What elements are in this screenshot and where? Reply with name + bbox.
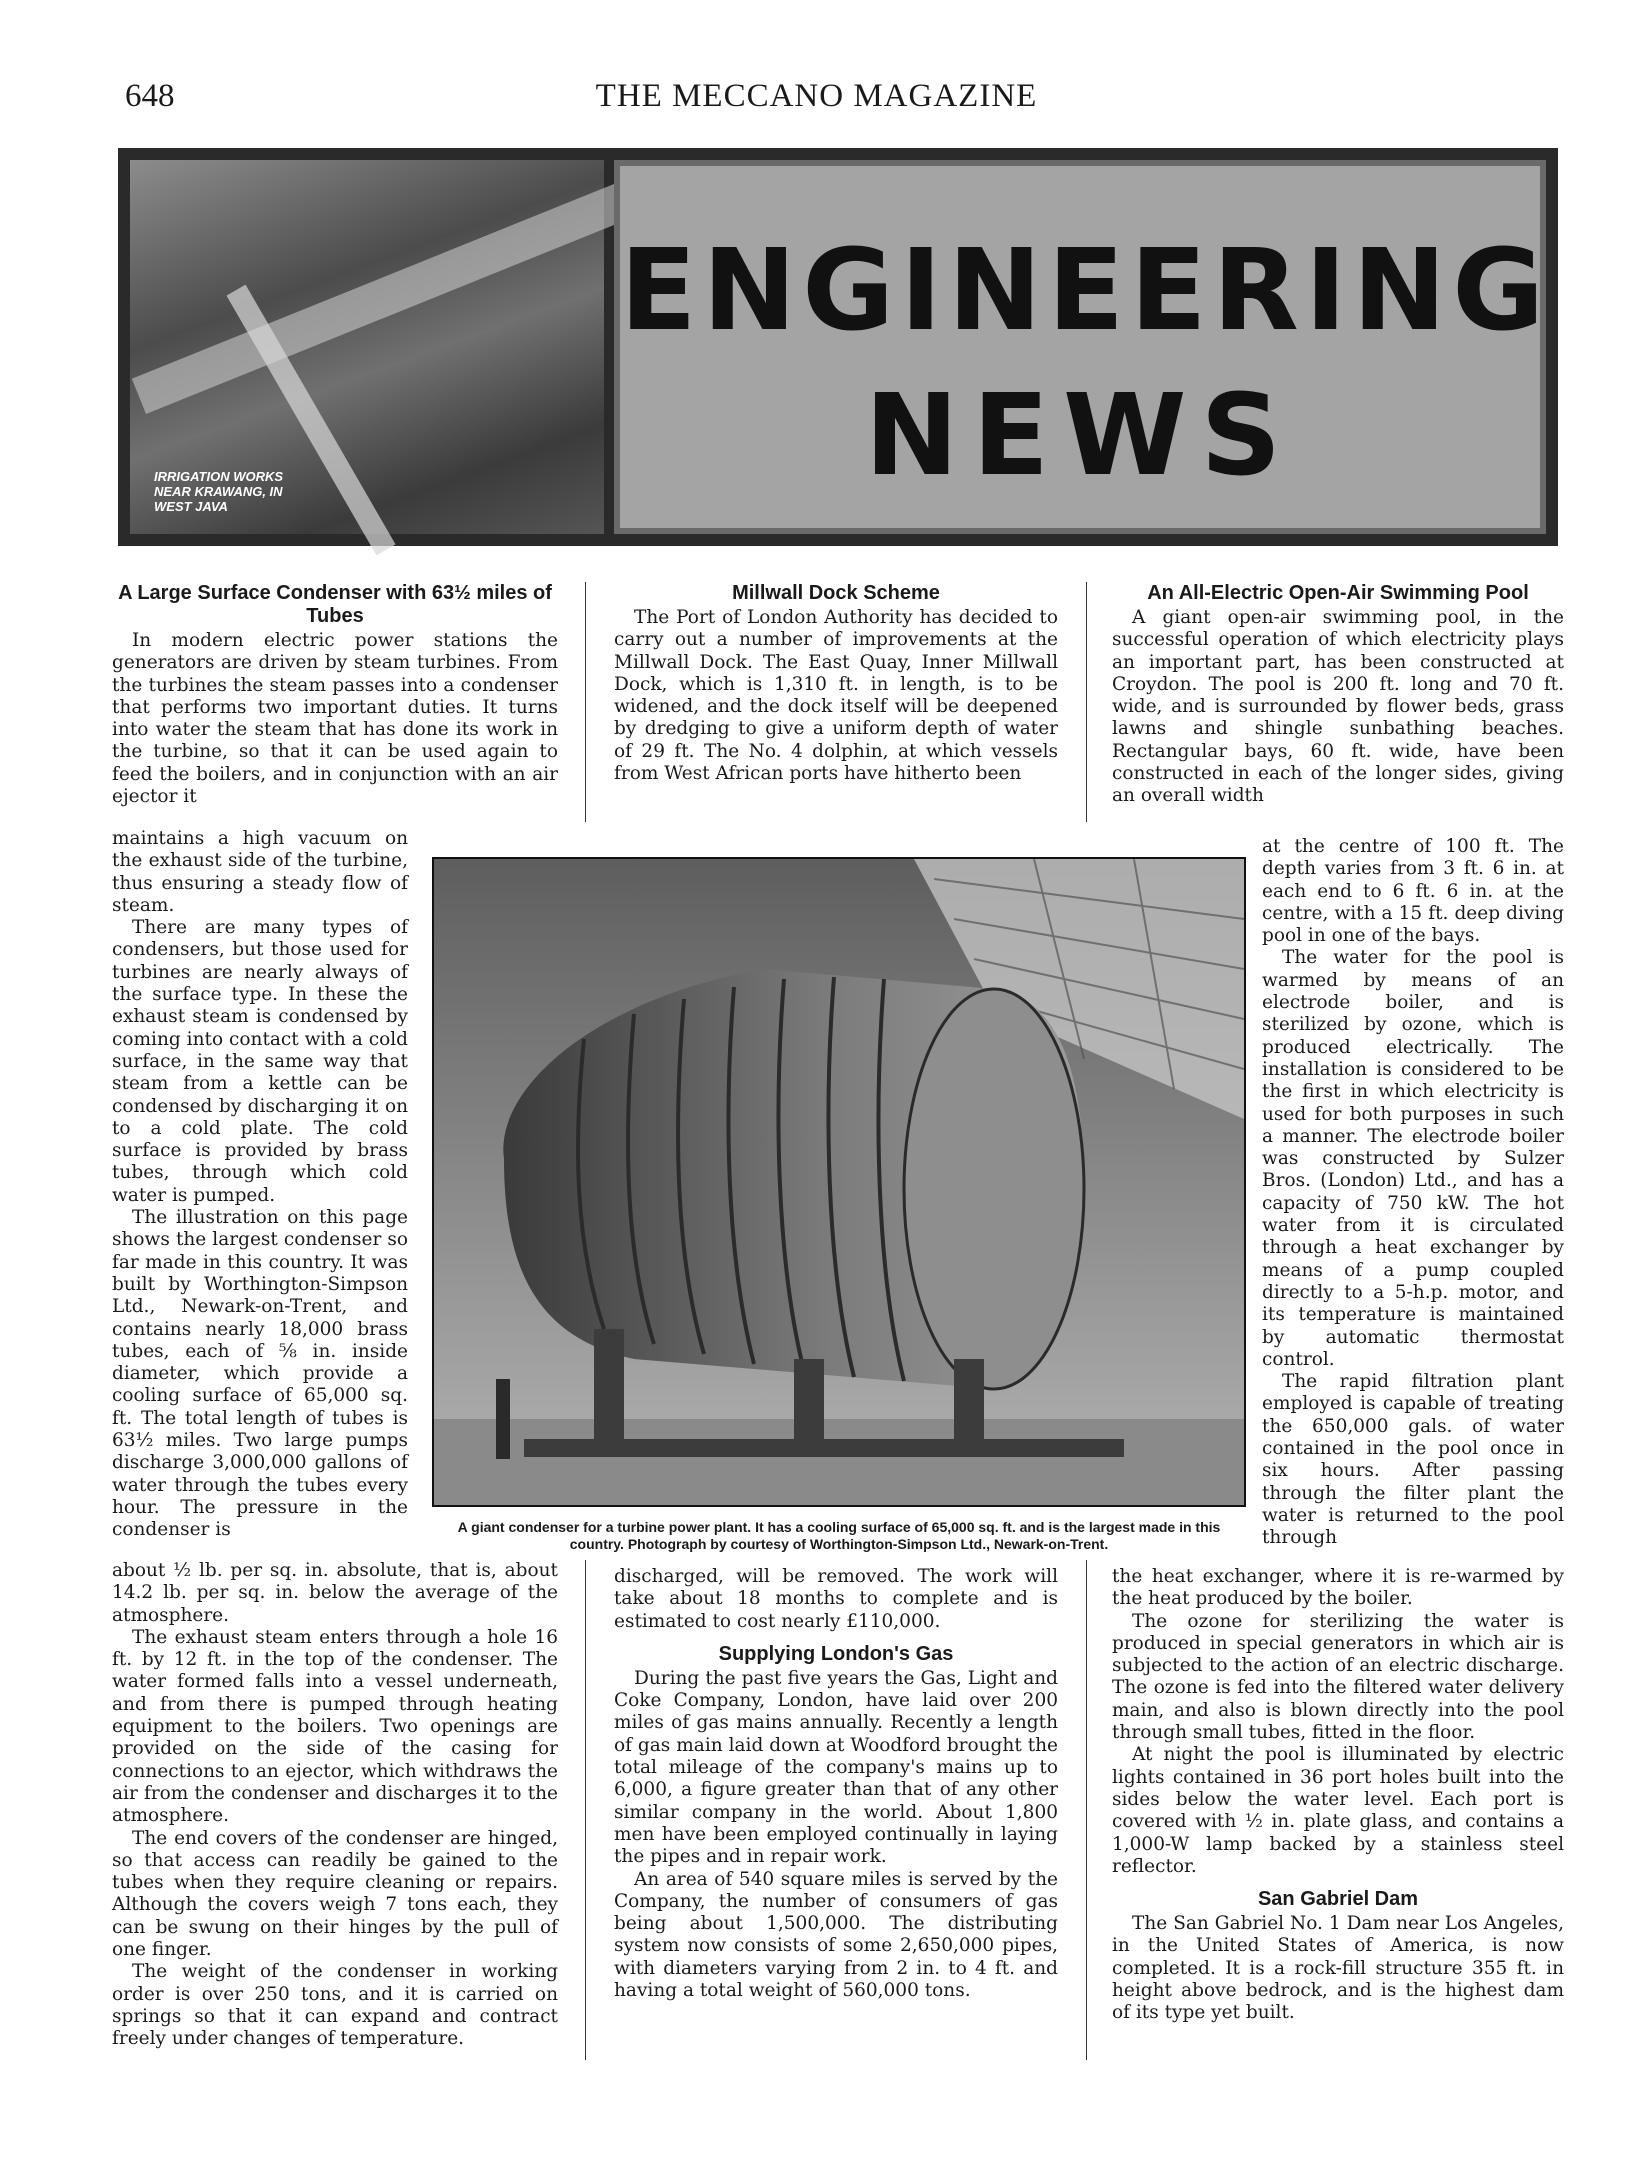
article-heading: An All-Electric Open-Air Swimming Pool (1147, 582, 1529, 604)
paragraph: at the centre of 100 ft. The depth varies from 3 ft. 6 in. at each end to 6 ft. 6 in. at the centre, with a 15 ft. deep diving pool in one of the bays. (1262, 836, 1564, 947)
banner-title-panel (614, 160, 1551, 534)
banner-title-line1: ENGINEERING (620, 226, 1551, 356)
article-heading: Supplying London's Gas (718, 1642, 954, 1665)
article-heading: A Large Surface Condenser with 63½ miles of Tubes (118, 582, 552, 627)
banner-title-line2: NEWS (864, 371, 1296, 501)
article-millwall-gas (614, 1566, 1058, 2002)
page-number: 648 (125, 78, 175, 114)
column-divider (585, 582, 586, 822)
paragraph: The water for the pool is warmed by means of an electrode boiler, and is sterilized by ozone, which is produced electrically. The installation is considered to be the first in which electricity is used for both purposes in such a manner. The electrode boiler was constructed by Sulzer Bros. (London) Ltd., and has a capacity of 750 kW. The hot water from it is circulated through a heat exchanger by means of a pump coupled directly to a 5-h.p. motor, and its temperature is maintained by automatic thermostat control. (1262, 947, 1564, 1370)
paragraph: There are many types of condensers, but those used for turbines are nearly always of the surface type. In these the exhaust steam is condensed by coming into contact with a cold surface, in the same way that steam from a kettle can be condensed by discharging it on to a cold plate. The cold surface is provided by brass tubes, through which cold water is pumped. (112, 917, 408, 1206)
magazine-title: THE MECCANO MAGAZINE (595, 78, 1038, 114)
column-divider (1086, 582, 1087, 822)
paragraph: The ozone for sterilizing the water is produced in special generators in which air is subjected to the action of an electric discharge. The ozone is fed into the filtered water delivery main, and also is blown directly into the pool through small tubes, fitted in the floor. (1112, 1610, 1564, 1744)
paragraph: A giant open-air swimming pool, in the successful operation of which electricity plays an important part, has been constructed at Croydon. The pool is 200 ft. long and 70 ft. wide, and is surrounded by flower beds, grass lawns and shingle sunbathing beaches. Rectangular bays, 60 ft. wide, have been constructed in each of the longer sides, giving an overall width (1112, 607, 1564, 807)
paragraph: The exhaust steam enters through a hole 16 ft. by 12 ft. in the top of the condenser. The water formed falls into a vessel underneath, and from there is pumped through heating equipment to the boilers. Two openings are provided on the side of the casing for connections to an ejector, which withdraws the air from the condenser and discharges it to the atmosphere. (112, 1626, 558, 1827)
paragraph: The rapid filtration plant employed is capable of treating the 650,000 gals. of water contained in the pool once in six hours. After passing through the filter plant the water is returned to the pool through (1262, 1371, 1564, 1549)
paragraph: During the past five years the Gas, Light and Coke Company, London, have laid over 200 miles of gas mains annually. Recently a length of gas main laid down at Woodford brought the total mileage of the company's mains up to 6,000, a figure greater than that of any other similar company in the world. About 1,800 men have been employed continually in laying the pipes and in repair work. (614, 1667, 1058, 1868)
paragraph: The weight of the condenser in working order is over 250 tons, and it is carried on springs so that it can expand and contract freely under changes of temperature. (112, 1961, 558, 2050)
paragraph: about ½ lb. per sq. in. absolute, that is, about 14.2 lb. per sq. in. below the average of the atmosphere. (112, 1560, 558, 1626)
column-divider (585, 1560, 586, 2060)
paragraph: discharged, will be removed. The work will take about 18 months to complete and is estimated to cost nearly £110,000. (614, 1566, 1058, 1632)
paragraph: The illustration on this page shows the largest condenser so far made in this country. It was built by Worthington-Simpson Ltd., Newark-on-Trent, and contains nearly 18,000 brass tubes, each of ⅝ in. inside diameter, which provide a cooling surface of 65,000 sq. ft. The total length of tubes is 63½ miles. Two large pumps discharge 3,000,000 gallons of water through the tubes every hour. The pressure in the condenser is (112, 1207, 408, 1541)
paragraph: In modern electric power stations the generators are driven by steam turbines. From the turbines the steam passes into a condenser that performs two important duties. It turns into water the steam that has done its work in the turbine, so that it can be used again to feed the boilers, and in conjunction with an air ejector it (112, 630, 558, 808)
article-heading: San Gabriel Dam (1257, 1888, 1419, 1911)
article-pool-middle (1262, 836, 1564, 1550)
paragraph: The San Gabriel No. 1 Dam near Los Angeles, in the United States of America, is now completed. It is a rock-fill structure 355 ft. in height above bedrock, and is the highest dam of its type yet built. (1112, 1913, 1564, 2024)
paragraph: At night the pool is illuminated by electric lights contained in 36 port holes built into the sides below the water level. Each port is covered with ½ in. plate glass, and contains a 1,000-W lamp backed by a stainless steel reflector. (1112, 1744, 1564, 1877)
banner-photo-caption: IRRIGATION WORKS NEAR KRAWANG, IN WEST JAVA (154, 469, 284, 514)
article-condenser-bottom (112, 1560, 558, 2051)
article-pool-bottom (1112, 1566, 1564, 2025)
article-condenser-middle (112, 828, 408, 1542)
column-divider (1086, 1560, 1087, 2060)
figure-caption: A giant condenser for a turbine power plant. It has a cooling surface of 65,000 sq. ft. and is the largest made in this country. Photograph by courtesy of Worthington-Simpson Ltd., Newark-on-Trent. (457, 1519, 1221, 1552)
condenser-photo (432, 857, 1246, 1507)
article-heading: Millwall Dock Scheme (732, 582, 940, 604)
paragraph: The end covers of the condenser are hinged, so that access can readily be gained to the tubes when they require cleaning or repairs. Although the covers weigh 7 tons each, they can be swung on their hinges by the pull of one finger. (112, 1827, 558, 1961)
paragraph: The Port of London Authority has decided to carry out a number of improvements at the Millwall Dock. The East Quay, Inner Millwall Dock, which is 1,310 ft. in length, is to be widened, and the dock itself will be deepened by dredging to give a uniform depth of water of 29 ft. The No. 4 dolphin, at which vessels from West African ports have hitherto been (614, 607, 1058, 785)
paragraph: An area of 540 square miles is served by the Company, the number of consumers of gas being about 1,500,000. The distributing system now consists of some 2,650,000 pipes, with diameters varying from 2 in. to 4 ft. and having a total weight of 560,000 tons. (614, 1868, 1058, 2002)
article-pool-top (1112, 582, 1564, 808)
paragraph: maintains a high vacuum on the exhaust side of the turbine, thus ensuring a steady flow of steam. (112, 828, 408, 916)
paragraph: the heat exchanger, where it is re-warmed by the heat produced by the boiler. (1112, 1566, 1564, 1610)
condenser-illustration (434, 859, 1244, 1505)
article-millwall-top (614, 582, 1058, 785)
section-banner (118, 148, 1558, 546)
article-condenser-top (112, 582, 558, 808)
banner-photo (130, 160, 604, 534)
